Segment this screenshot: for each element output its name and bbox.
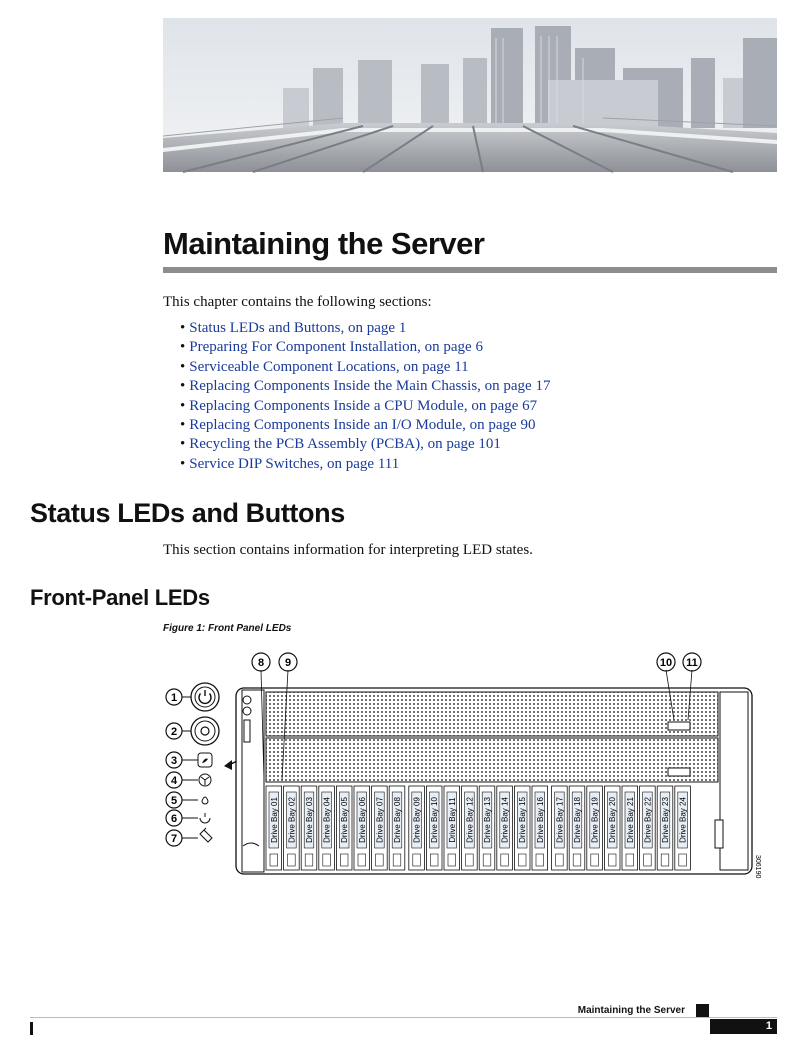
footer-left-marker	[30, 1022, 33, 1035]
drive-bay-label: Drive Bay 13	[483, 797, 492, 843]
temperature-status-led-icon	[202, 797, 208, 804]
footer-block	[696, 1004, 709, 1017]
left-callouts-group	[166, 689, 198, 846]
chapter-banner-image	[163, 18, 777, 172]
subsection-title: Front-Panel LEDs	[30, 585, 210, 610]
callout-number: 8	[257, 657, 265, 669]
callout-number: 10	[659, 657, 673, 669]
callout-number: 9	[284, 657, 292, 669]
drive-bay-label: Drive Bay 03	[305, 797, 314, 843]
status-symbol-icon	[202, 759, 208, 764]
drive-bay-label: Drive Bay 09	[412, 797, 422, 843]
page-number: 1	[765, 1020, 772, 1032]
top-callouts-group	[252, 653, 701, 671]
figure-id-label: 306190	[754, 855, 761, 879]
drive-bay-label: Drive Bay 06	[357, 797, 367, 843]
drive-bay-label: Drive Bay 14	[500, 797, 510, 843]
drive-bay-label: Drive Bay 19	[590, 797, 600, 843]
drive-bay-label: Drive Bay 05	[340, 797, 350, 843]
toc-link[interactable]: • Preparing For Component Installation, on page 6	[180, 339, 483, 356]
callout-number: 4	[170, 775, 178, 787]
drive-bay-label: Drive Bay 18	[573, 797, 582, 843]
drive-bay-label: Drive Bay 11	[447, 797, 457, 843]
drive-bay-label: Drive Bay 21	[625, 797, 635, 843]
server-chassis	[236, 688, 752, 874]
callout-number: 2	[170, 726, 178, 738]
section-title: Status LEDs and Buttons	[30, 498, 345, 528]
power-symbol-icon	[199, 690, 211, 703]
front-panel-figure	[160, 650, 760, 880]
lower-module-latch	[668, 768, 690, 776]
skyline-illustration	[163, 18, 777, 172]
front-panel-diagram	[160, 650, 760, 880]
drive-bay-label: Drive Bay 24	[678, 797, 688, 843]
drive-bay-label: Drive Bay 22	[643, 797, 653, 843]
right-ear	[720, 692, 748, 870]
right-connector	[715, 820, 723, 848]
toc-link[interactable]: • Service DIP Switches, on page 111	[180, 455, 400, 472]
toc-link[interactable]: • Recycling the PCB Assembly (PCBA), on page 101	[180, 436, 501, 453]
toc-link[interactable]: • Replacing Components Inside an I/O Module, on page 90	[180, 417, 536, 434]
toc-link[interactable]: • Replacing Components Inside the Main Chassis, on page 17	[180, 378, 551, 395]
drive-bay-label: Drive Bay 17	[555, 797, 565, 843]
section-text: This section contains information for interpreting LED states.	[163, 542, 533, 558]
footer-rule	[30, 1017, 777, 1018]
toc-link[interactable]: • Status LEDs and Buttons, on page 1	[180, 320, 407, 336]
callout-number: 11	[686, 657, 698, 669]
drive-bay-label: Drive Bay 15	[518, 797, 528, 843]
chapter-title: Maintaining the Server	[163, 226, 485, 261]
drive-bay-label: Drive Bay 10	[430, 797, 440, 843]
drive-bay-label: Drive Bay 20	[608, 797, 618, 843]
callout-number: 5	[170, 795, 178, 807]
drive-bay-label: Drive Bay 07	[375, 797, 385, 843]
callout-number: 1	[170, 692, 178, 704]
drive-bay-label: Drive Bay 12	[465, 797, 475, 843]
pointer-arrowhead	[224, 760, 232, 770]
power-supply-status-led-icon	[200, 813, 210, 823]
toc-link[interactable]: • Replacing Components Inside a CPU Module, on page 67	[180, 397, 538, 414]
chapter-title-rule	[163, 267, 777, 273]
callout-number: 7	[170, 833, 178, 845]
unit-id-symbol-icon	[201, 727, 209, 735]
drive-bay-label: Drive Bay 08	[393, 797, 402, 843]
callout-number: 6	[170, 813, 178, 825]
toc-link[interactable]: • Serviceable Component Locations, on page 11	[180, 358, 469, 375]
drive-bay-label: Drive Bay 04	[322, 797, 332, 843]
network-link-led-icon	[200, 828, 212, 842]
drive-bay-label: Drive Bay 23	[661, 797, 670, 843]
upper-module-grille	[266, 692, 718, 736]
footer-title: Maintaining the Server	[577, 1005, 685, 1016]
fan-blades-icon	[201, 777, 209, 785]
chapter-intro: This chapter contains the following sections:	[163, 294, 432, 310]
upper-module-latch	[668, 722, 690, 730]
drive-bay-label: Drive Bay 01	[269, 797, 279, 843]
lower-module-grille	[266, 738, 718, 782]
callout-number: 3	[170, 755, 178, 767]
drive-bay-label: Drive Bay 02	[287, 797, 297, 843]
unit-id-button-ring	[195, 721, 215, 741]
drive-bay-label: Drive Bay 16	[535, 797, 545, 843]
chapter-toc-list	[180, 319, 550, 474]
figure-caption: Figure 1: Front Panel LEDs	[163, 623, 292, 634]
